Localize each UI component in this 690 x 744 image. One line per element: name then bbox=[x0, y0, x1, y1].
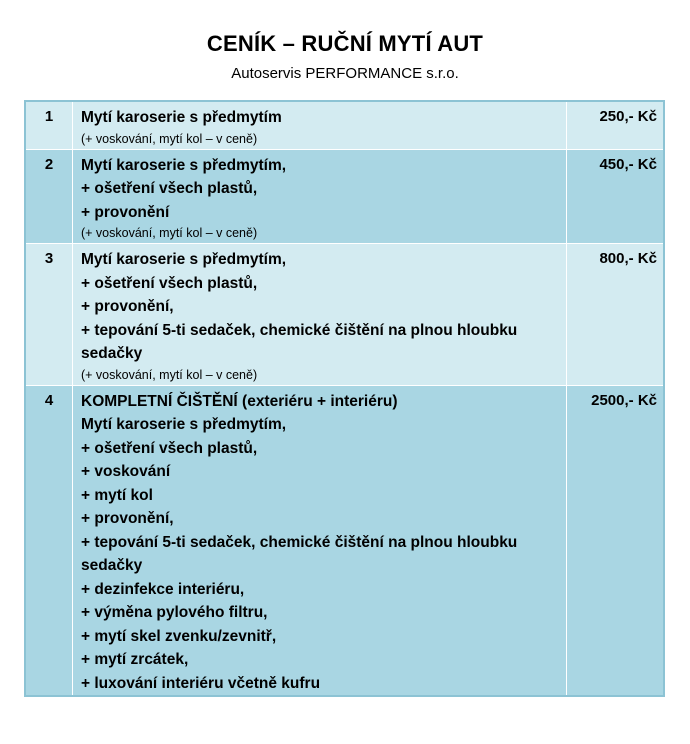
description-line: + provonění bbox=[81, 203, 170, 221]
description-line: + dezinfekce interiéru, bbox=[81, 580, 245, 598]
table-row bbox=[25, 101, 664, 149]
row-description bbox=[73, 101, 567, 149]
description-line: + ošetření všech plastů, bbox=[81, 180, 258, 197]
description-line: + luxování interiéru včetně kufru bbox=[81, 674, 321, 692]
row-number: 3 bbox=[25, 244, 73, 386]
row-description bbox=[73, 149, 567, 244]
description-line: + mytí zrcátek, bbox=[81, 651, 189, 668]
row-price: 450,- Kč bbox=[567, 149, 665, 244]
table-row bbox=[25, 244, 664, 386]
description-line: + tepování 5-ti sedaček, chemické čištění na plnou hloubku sedačky bbox=[81, 321, 518, 362]
table-row bbox=[25, 149, 664, 244]
description-line: Mytí karoserie s předmytím, bbox=[81, 416, 287, 433]
description-line: + mytí skel zvenku/zevnitř, bbox=[81, 627, 277, 645]
description-line: + výměna pylového filtru, bbox=[81, 604, 268, 621]
description-note: (+ voskování, mytí kol – v ceně) bbox=[81, 131, 258, 146]
row-number: 4 bbox=[25, 385, 73, 696]
description-line: + provonění, bbox=[81, 510, 174, 527]
description-note: (+ voskování, mytí kol – v ceně) bbox=[81, 226, 258, 240]
description-note: (+ voskování, mytí kol – v ceně) bbox=[81, 367, 258, 382]
description-line: + ošetření všech plastů, bbox=[81, 274, 258, 292]
row-price: 250,- Kč bbox=[567, 101, 665, 149]
description-line: + ošetření všech plastů, bbox=[81, 439, 258, 457]
row-number: 1 bbox=[25, 101, 73, 149]
description-line: Mytí karoserie s předmytím, bbox=[81, 251, 287, 268]
price-table bbox=[24, 100, 665, 697]
row-number: 2 bbox=[25, 149, 73, 244]
row-description bbox=[73, 244, 567, 386]
description-line: Mytí karoserie s předmytím, bbox=[81, 156, 287, 174]
description-line: Mytí karoserie s předmytím bbox=[81, 109, 282, 126]
table-row bbox=[25, 385, 664, 696]
row-description bbox=[73, 385, 567, 696]
page-subtitle: Autoservis PERFORMANCE s.r.o. bbox=[231, 65, 459, 82]
description-line: KOMPLETNÍ ČIŠTĚNÍ (exteriéru + interiéru) bbox=[81, 392, 398, 410]
row-price: 800,- Kč bbox=[567, 244, 665, 386]
description-line: + voskování bbox=[81, 463, 171, 480]
description-line: + tepování 5-ti sedaček, chemické čištění na plnou hloubku sedačky bbox=[81, 533, 518, 574]
document-header bbox=[0, 30, 690, 84]
page-title: CENÍK – RUČNÍ MYTÍ AUT bbox=[206, 31, 484, 56]
description-line: + mytí kol bbox=[81, 486, 153, 504]
description-line: + provonění, bbox=[81, 298, 174, 315]
row-price: 2500,- Kč bbox=[567, 385, 665, 696]
